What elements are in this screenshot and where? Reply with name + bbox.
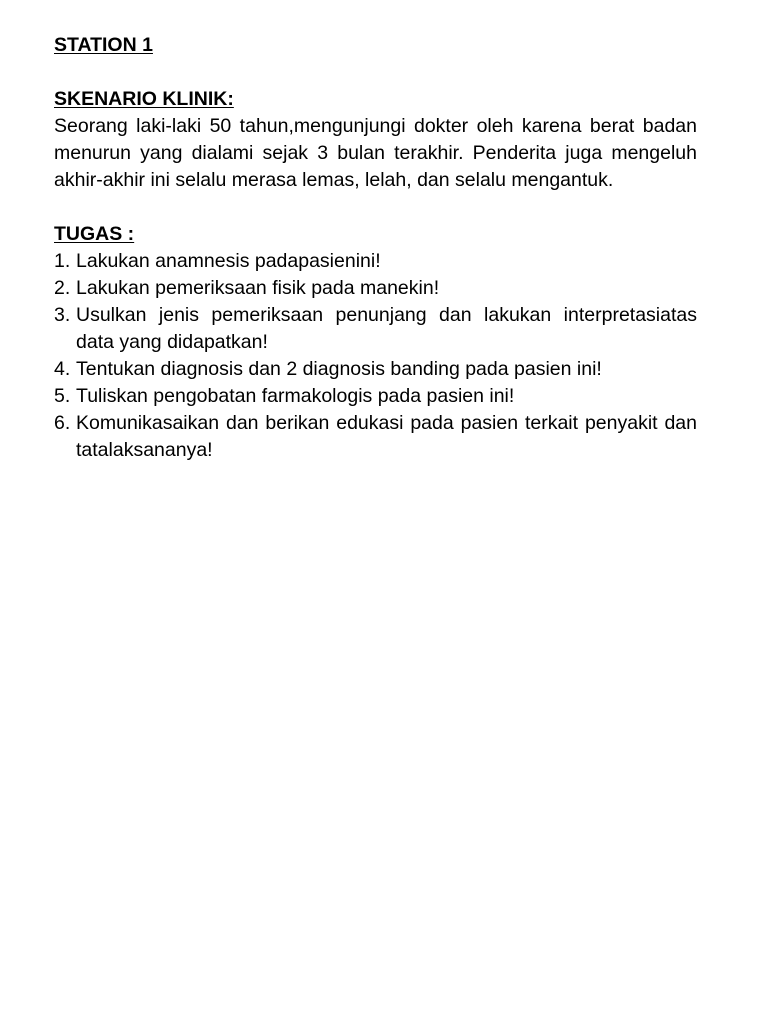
document-page xyxy=(54,32,697,464)
task-text: Komunikasaikan dan berikan edukasi pada pasien terkait penyakit dan tatalaksananya! xyxy=(76,412,697,461)
station-title: STATION 1 xyxy=(54,34,153,56)
tasks-heading: TUGAS : xyxy=(54,223,135,245)
spacer xyxy=(54,59,697,86)
scenario-text: Seorang laki-laki 50 tahun,mengunjungi dokter oleh karena berat badan menurun yang dialami sejak 3 bulan terakhir. Penderita juga mengeluh akhir-akhir ini selalu merasa lemas, lelah, dan selalu mengantuk. xyxy=(54,115,697,191)
task-list xyxy=(54,248,697,464)
task-text: Tuliskan pengobatan farmakologis pada pasien ini! xyxy=(76,385,515,407)
task-text: Usulkan jenis pemeriksaan penunjang dan lakukan interpretasiatas data yang didapatkan! xyxy=(76,304,697,353)
task-text: Lakukan anamnesis padapasienini! xyxy=(76,250,381,272)
task-item-3 xyxy=(54,302,697,356)
task-item-5 xyxy=(54,383,697,410)
task-number: 6. xyxy=(54,412,71,434)
task-item-2 xyxy=(54,275,697,302)
task-number: 2. xyxy=(54,277,71,299)
task-number: 4. xyxy=(54,358,71,380)
scenario-heading: SKENARIO KLINIK: xyxy=(54,88,234,110)
task-number: 3. xyxy=(54,304,71,326)
task-text: Tentukan diagnosis dan 2 diagnosis banding pada pasien ini! xyxy=(76,358,602,380)
task-item-1 xyxy=(54,248,697,275)
task-item-6 xyxy=(54,410,697,464)
spacer xyxy=(54,194,697,221)
task-number: 1. xyxy=(54,250,71,272)
task-number: 5. xyxy=(54,385,71,407)
task-item-4 xyxy=(54,356,697,383)
task-text: Lakukan pemeriksaan fisik pada manekin! xyxy=(76,277,440,299)
